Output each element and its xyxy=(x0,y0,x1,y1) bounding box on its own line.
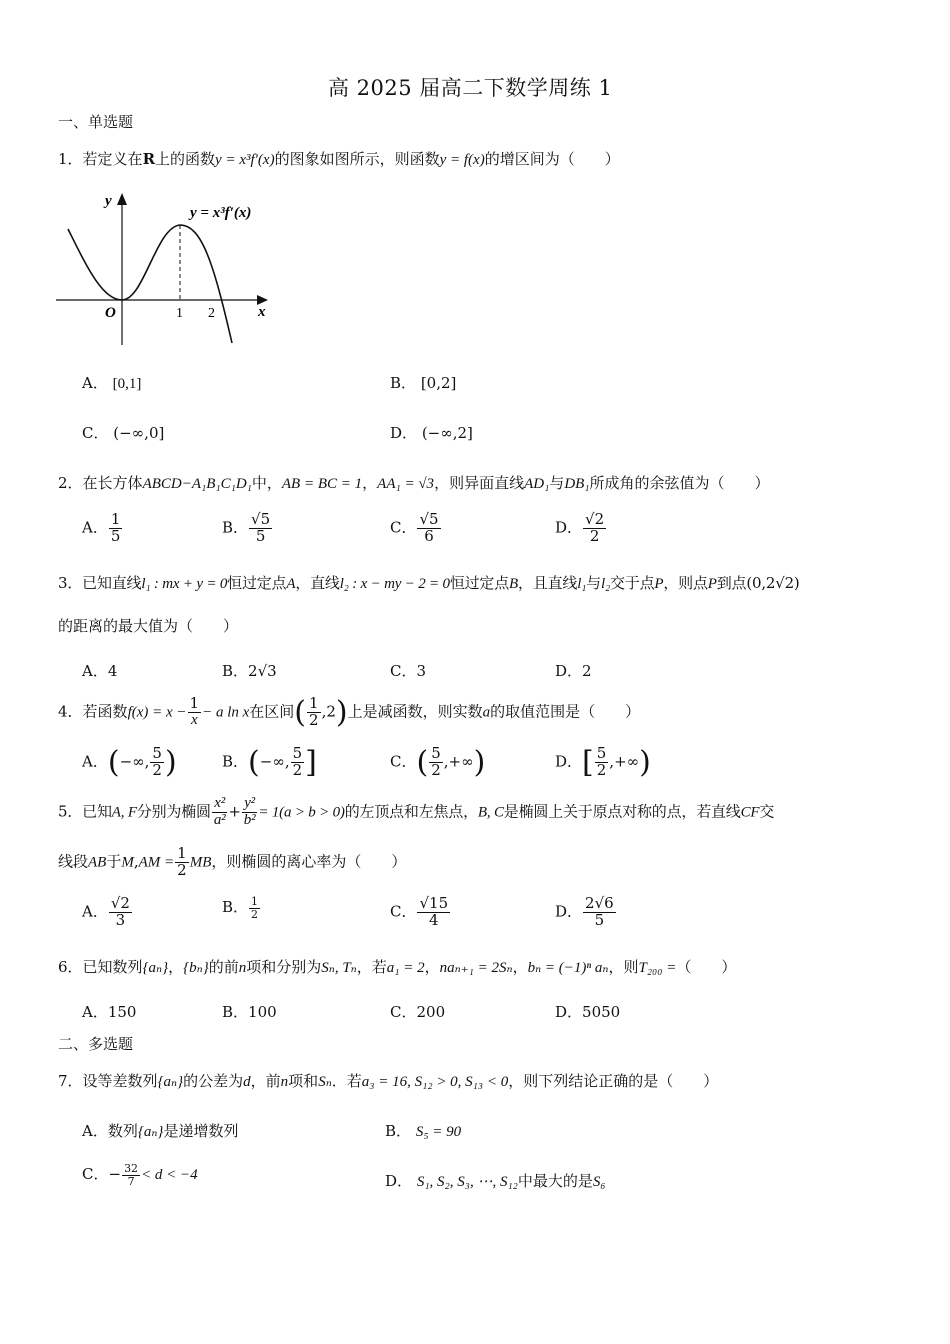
graph-x-label: x xyxy=(258,304,266,320)
q5-b-den: 2 xyxy=(251,907,259,921)
q6-option-d-value: 5050 xyxy=(582,1003,621,1021)
q4-option-a-left: −∞, xyxy=(119,752,150,771)
q7-option-a-text3: 是递增数列 xyxy=(163,1122,239,1140)
graph-curve-label: y = x³f′(x) xyxy=(190,205,252,221)
q7-option-d-s6: S₆ xyxy=(592,1174,606,1190)
section-heading-multi-choice: 二、多选题 xyxy=(58,1035,134,1053)
q4-d-den: 2 xyxy=(596,761,607,779)
q6-option-d[interactable] xyxy=(555,1001,620,1022)
q3-text9: 到点 xyxy=(716,574,747,592)
page-title: 高 2025 届高二下数学周练 1 xyxy=(328,76,613,100)
q3-option-c[interactable] xyxy=(390,660,426,681)
q7-text-mid2: ，前 xyxy=(250,1072,281,1090)
q2-c-den: 6 xyxy=(424,526,434,545)
q7-text-post: ，则下列结论正确的是（ ） xyxy=(508,1072,719,1090)
q4-b-den: 2 xyxy=(292,761,303,779)
q2-c-num: √5 xyxy=(419,510,439,528)
q3-option-d-value: 2 xyxy=(582,662,592,680)
q3-option-b-letter: B． xyxy=(222,662,249,680)
q6-text-mid3: ，若 xyxy=(356,958,387,976)
q3-option-c-letter: C． xyxy=(390,662,417,680)
q5-a2: a² xyxy=(213,811,226,828)
q4-option-d-right: ,+∞ xyxy=(609,752,640,771)
q4-function: f(x) = x − xyxy=(127,704,187,721)
q6-sep2: ， xyxy=(424,958,440,976)
q6-option-c[interactable] xyxy=(390,1001,445,1022)
q4-option-b-left: −∞, xyxy=(259,752,290,771)
q4-text-pre: 若函数 xyxy=(82,702,128,721)
q5-option-c[interactable] xyxy=(390,896,451,929)
question-7 xyxy=(58,1070,718,1091)
q6-option-d-letter: D． xyxy=(555,1003,583,1021)
q5-number: 5． xyxy=(58,802,83,821)
q7-c-num: 32 xyxy=(124,1162,139,1175)
q5-b2: b² xyxy=(243,811,256,828)
q3-text2: 恒过定点 xyxy=(227,574,287,592)
q2-b-num: √5 xyxy=(251,510,271,528)
q4-a-den: 2 xyxy=(152,761,162,779)
q3-text4: 恒过定点 xyxy=(449,574,510,592)
q1-real-set: R xyxy=(142,150,156,168)
q1-option-a[interactable] xyxy=(82,372,141,393)
q7-option-a[interactable] xyxy=(82,1120,238,1141)
question-5-line-2 xyxy=(58,846,406,879)
q6-cond1: a₁ = 2 xyxy=(386,960,425,976)
q6-seq-b: {bₙ} xyxy=(183,960,209,976)
q5-line-cf: CF xyxy=(740,804,760,821)
q2-b-den: 5 xyxy=(255,526,266,545)
question-5-line-1 xyxy=(58,796,774,829)
q5-half-num: 1 xyxy=(177,844,187,862)
q6-option-b-value: 100 xyxy=(248,1003,277,1021)
q2-line2: DB₁ xyxy=(564,476,590,492)
graph-origin-label: O xyxy=(105,305,116,321)
q6-cond3: bₙ = (−1)ⁿ aₙ xyxy=(527,960,609,976)
q7-option-a-letter: A． xyxy=(82,1122,108,1140)
q7-option-d-letter: D． xyxy=(385,1172,413,1190)
q5-c-den: 4 xyxy=(429,910,439,929)
q1-number: 1． xyxy=(58,150,83,168)
q7-option-c-minus: − xyxy=(108,1165,122,1184)
q1-text-post: 的增区间为（ ） xyxy=(484,150,620,168)
q5-half-den: 2 xyxy=(177,860,187,879)
q4-b-num: 5 xyxy=(292,744,303,763)
q1-text-pre: 若定义在 xyxy=(82,150,143,168)
q3-point-b: B xyxy=(509,576,518,592)
q6-option-c-value: 200 xyxy=(416,1003,446,1021)
q7-option-d-list: S₁, S₂, S₃, ⋯, S₁₂ xyxy=(416,1174,518,1190)
q5-equation-rhs: = 1(a > b > 0) xyxy=(258,804,345,821)
q1-option-b-letter: B． xyxy=(390,374,417,392)
q2-option-a[interactable] xyxy=(82,512,123,545)
q5-y2: y² xyxy=(244,795,255,811)
q5-mb: MB xyxy=(189,854,212,871)
question-6 xyxy=(58,956,736,977)
q2-text-mid1: 中， xyxy=(251,474,282,492)
q5-option-a-letter: A． xyxy=(82,902,108,921)
q7-text-mid4: ．若 xyxy=(331,1072,362,1090)
graph-y-arrow xyxy=(117,193,127,205)
q5-text-mid1: 分别为椭圆 xyxy=(136,802,211,821)
graph-tick-1: 1 xyxy=(176,306,183,321)
q2-option-d[interactable] xyxy=(555,512,607,545)
q1-function: y = x³f′(x) xyxy=(215,152,275,168)
q6-option-a-value: 150 xyxy=(107,1003,137,1021)
q6-sums: Sₙ, Tₙ xyxy=(321,960,357,976)
q3-line-l2: l₂ : x − my − 2 = 0 xyxy=(339,576,450,592)
q2-option-c-letter: C． xyxy=(390,518,417,537)
q7-number: 7． xyxy=(58,1072,83,1090)
q5-line2b: 于 xyxy=(106,852,122,871)
q2-d-num: √2 xyxy=(585,510,605,528)
q2-solid: ABCD−A₁B₁C₁D₁ xyxy=(142,476,252,492)
q3-option-a-value: 4 xyxy=(107,662,118,680)
q6-cond2: naₙ₊₁ = 2Sₙ xyxy=(439,960,513,976)
q5-option-a[interactable] xyxy=(82,896,133,929)
q1-option-a-value: [0,1] xyxy=(112,376,142,392)
q7-seq: {aₙ} xyxy=(157,1074,184,1090)
q6-text-mid4: ，则 xyxy=(608,958,639,976)
q4-option-a-letter: A． xyxy=(82,752,108,771)
section-heading-single-choice: 一、单选题 xyxy=(58,113,134,131)
q5-plus: + xyxy=(228,802,241,821)
q2-cond1: AB = BC = 1 xyxy=(281,476,363,492)
q5-point-m: M xyxy=(121,854,134,871)
q1-option-c-letter: C． xyxy=(82,424,109,442)
q5-option-d-letter: D． xyxy=(555,902,583,921)
q2-sep: ， xyxy=(362,474,378,492)
q4-text-mid: 在区间 xyxy=(249,702,295,721)
q7-option-c[interactable] xyxy=(82,1163,198,1187)
q6-text-post: （ ） xyxy=(676,958,737,976)
question-3-line-1 xyxy=(58,572,800,593)
q7-option-a-text1: 数列 xyxy=(107,1122,138,1140)
q4-function2: − a ln x xyxy=(202,704,250,721)
q5-comma: , xyxy=(133,852,139,871)
q4-option-c-right: ,+∞ xyxy=(443,752,474,771)
q4-option-b-letter: B． xyxy=(222,752,249,771)
q6-text-mid2: 项和分别为 xyxy=(246,958,322,976)
q2-number: 2． xyxy=(58,474,83,492)
q6-text-mid1: 的前 xyxy=(208,958,239,976)
q5-text-mid4: 交 xyxy=(759,802,775,821)
q7-d: d xyxy=(243,1074,251,1090)
q2-d-den: 2 xyxy=(589,526,600,545)
q3-option-a[interactable] xyxy=(82,660,117,681)
q3-l1-ref: l₁ xyxy=(577,576,587,592)
q4-frac-num: 1 xyxy=(189,694,200,713)
q2-text-mid2: ，则异面直线 xyxy=(434,474,525,492)
q6-text-pre: 已知数列 xyxy=(82,958,143,976)
q4-d-num: 5 xyxy=(596,744,607,763)
q7-c-den: 7 xyxy=(127,1174,135,1188)
q4-int-den: 2 xyxy=(309,711,319,729)
q2-text-pre: 在长方体 xyxy=(82,474,143,492)
q6-option-b[interactable] xyxy=(222,1001,277,1022)
q3-option-a-letter: A． xyxy=(82,662,108,680)
graph-curve xyxy=(68,225,232,343)
q5-option-b-letter: B． xyxy=(222,898,249,917)
q7-option-b-letter: B． xyxy=(385,1122,412,1140)
q4-int-end: ,2 xyxy=(321,702,336,721)
q1-option-a-letter: A． xyxy=(82,374,108,392)
q5-x2: x² xyxy=(214,795,225,811)
q6-option-a-letter: A． xyxy=(82,1003,108,1021)
q4-option-d-letter: D． xyxy=(555,752,583,771)
q1-option-d-letter: D． xyxy=(390,424,418,442)
q3-point-a: A xyxy=(286,576,296,592)
q1-graph xyxy=(52,185,282,350)
q6-option-a[interactable] xyxy=(82,1001,136,1022)
q1-option-c[interactable] xyxy=(82,422,164,443)
q1-text-mid2: 的图象如图所示，则函数 xyxy=(274,150,440,168)
q6-number: 6． xyxy=(58,958,83,976)
q3-option-c-value: 3 xyxy=(416,662,427,680)
q2-a-den: 5 xyxy=(110,526,121,545)
q5-text-mid3: 是椭圆上关于原点对称的点，若直线 xyxy=(503,802,741,821)
question-2 xyxy=(58,472,770,493)
q3-text1: 已知直线 xyxy=(82,574,142,592)
q5-line2c: ，则椭圆的离心率为（ ） xyxy=(211,852,407,871)
q3-text3: ，直线 xyxy=(295,574,340,592)
q5-text-pre: 已知 xyxy=(82,802,112,821)
q5-text-mid2: 的左顶点和左焦点， xyxy=(344,802,478,821)
q1-option-b[interactable] xyxy=(390,372,456,393)
graph-y-label: y xyxy=(105,193,112,209)
q6-target: T₂₀₀ = xyxy=(638,960,677,976)
q4-option-d[interactable]: D．[ $\frac{5}{2}$ ,+∞) xyxy=(555,744,651,780)
q6-sep: ， xyxy=(168,958,184,976)
q5-option-b[interactable] xyxy=(222,896,261,920)
q2-option-d-letter: D． xyxy=(555,518,583,537)
question-1 xyxy=(58,148,620,169)
q4-text-post2: 的取值范围是（ ） xyxy=(490,702,641,721)
q5-line2a: 线段 xyxy=(58,852,89,871)
q7-option-d-text: 中最大的是 xyxy=(517,1172,593,1190)
q7-n: n xyxy=(280,1074,289,1090)
q4-option-c[interactable]: C．( $\frac{5}{2}$ ,+∞) xyxy=(390,744,486,780)
q7-option-a-seq: {aₙ} xyxy=(137,1124,164,1140)
q4-number: 4． xyxy=(58,702,83,721)
q1-option-d[interactable] xyxy=(390,422,473,443)
q4-a-num: 5 xyxy=(152,744,162,763)
q7-conditions: a₃ = 16, S₁₂ > 0, S₁₃ < 0 xyxy=(361,1074,509,1090)
question-3-line-2: 的距离的最大值为（ ） xyxy=(58,617,239,635)
q3-text5: ，且直线 xyxy=(517,574,578,592)
q2-text-mid3: 与 xyxy=(549,474,565,492)
q4-frac-den: x xyxy=(190,712,198,728)
q4-option-c-letter: C． xyxy=(390,752,417,771)
q3-option-d-letter: D． xyxy=(555,662,583,680)
q6-sep3: ， xyxy=(512,958,528,976)
q3-option-d[interactable] xyxy=(555,660,592,681)
q3-line-l1: l₁ : mx + y = 0 xyxy=(141,576,228,592)
q7-option-c-post: < d < −4 xyxy=(141,1167,198,1184)
q2-option-a-letter: A． xyxy=(82,518,108,537)
q1-option-c-value: (−∞,0] xyxy=(113,424,165,442)
graph-tick-2: 2 xyxy=(208,306,215,321)
q3-option-b[interactable] xyxy=(222,660,277,681)
q5-segment-ab: AB xyxy=(88,854,107,871)
q7-option-b-value: S₅ = 90 xyxy=(415,1124,462,1140)
q5-points-bc: B, C xyxy=(477,804,504,821)
q5-b-num: 1 xyxy=(251,895,259,908)
q1-text-mid1: 上的函数 xyxy=(155,150,216,168)
q3-number: 3． xyxy=(58,574,83,592)
q5-c-num: √15 xyxy=(419,894,449,912)
q4-option-b[interactable]: B．(−∞, $\frac{5}{2}$ ] xyxy=(222,744,317,780)
q5-d-num: 2√6 xyxy=(585,894,614,912)
q7-option-c-letter: C． xyxy=(82,1165,109,1184)
q6-option-c-letter: C． xyxy=(390,1003,417,1021)
q3-target-point: (0,2√2) xyxy=(746,574,800,592)
q4-c-den: 2 xyxy=(431,761,441,779)
q3-text8: ，则点 xyxy=(663,574,708,592)
q4-text-post: 上是减函数，则实数 xyxy=(347,702,483,721)
q7-option-d[interactable] xyxy=(385,1170,606,1191)
q4-c-num: 5 xyxy=(431,744,441,763)
q2-option-b[interactable] xyxy=(222,512,273,545)
q2-line1: AD₁ xyxy=(524,476,550,492)
q5-option-c-letter: C． xyxy=(390,902,417,921)
q5-am: AM = xyxy=(138,854,175,871)
q2-cond2: AA₁ = √3 xyxy=(377,476,435,492)
q7-text-mid3: 项和 xyxy=(288,1072,319,1090)
q5-a-den: 3 xyxy=(115,910,126,929)
q1-option-d-value: (−∞,2] xyxy=(421,424,473,442)
q3-point-p2: P xyxy=(707,576,717,592)
q4-var-a: a xyxy=(482,704,491,721)
q2-text-post: 所成角的余弦值为（ ） xyxy=(589,474,770,492)
q2-option-b-letter: B． xyxy=(222,518,249,537)
q4-int-num: 1 xyxy=(309,694,319,713)
q7-text-pre: 设等差数列 xyxy=(82,1072,158,1090)
q5-option-d[interactable] xyxy=(555,896,617,929)
q5-a-num: √2 xyxy=(110,894,130,912)
q7-option-b[interactable] xyxy=(385,1120,461,1141)
q2-a-num: 1 xyxy=(110,510,121,528)
q5-points-af: A, F xyxy=(111,804,137,821)
q3-l2-ref: l₂ xyxy=(600,576,610,592)
q6-option-b-letter: B． xyxy=(222,1003,249,1021)
q4-option-a[interactable]: A．(−∞, $\frac{5}{2}$ ) xyxy=(82,744,177,780)
q3-text6: 与 xyxy=(586,574,601,592)
q3-point-p: P xyxy=(654,576,664,592)
q7-sum: Sₙ xyxy=(318,1074,332,1090)
q7-text-mid1: 的公差为 xyxy=(183,1072,244,1090)
question-4: 4．若函数f(x) = x − $\frac{1}{x}$ − a ln x在区间( $\frac{1}{2}$ ,2)上是减函数，则实数a的取值范围是（ ） xyxy=(58,694,641,730)
q6-seq-a: {aₙ} xyxy=(142,960,169,976)
q6-n: n xyxy=(238,960,247,976)
q3-option-b-value: 2√3 xyxy=(248,662,277,680)
q1-function2: y = f(x) xyxy=(439,152,485,168)
q2-option-c[interactable] xyxy=(390,512,442,545)
q3-text7: 交于点 xyxy=(609,574,655,592)
q1-option-b-value: [0,2] xyxy=(420,374,457,392)
q5-d-den: 5 xyxy=(594,910,605,929)
